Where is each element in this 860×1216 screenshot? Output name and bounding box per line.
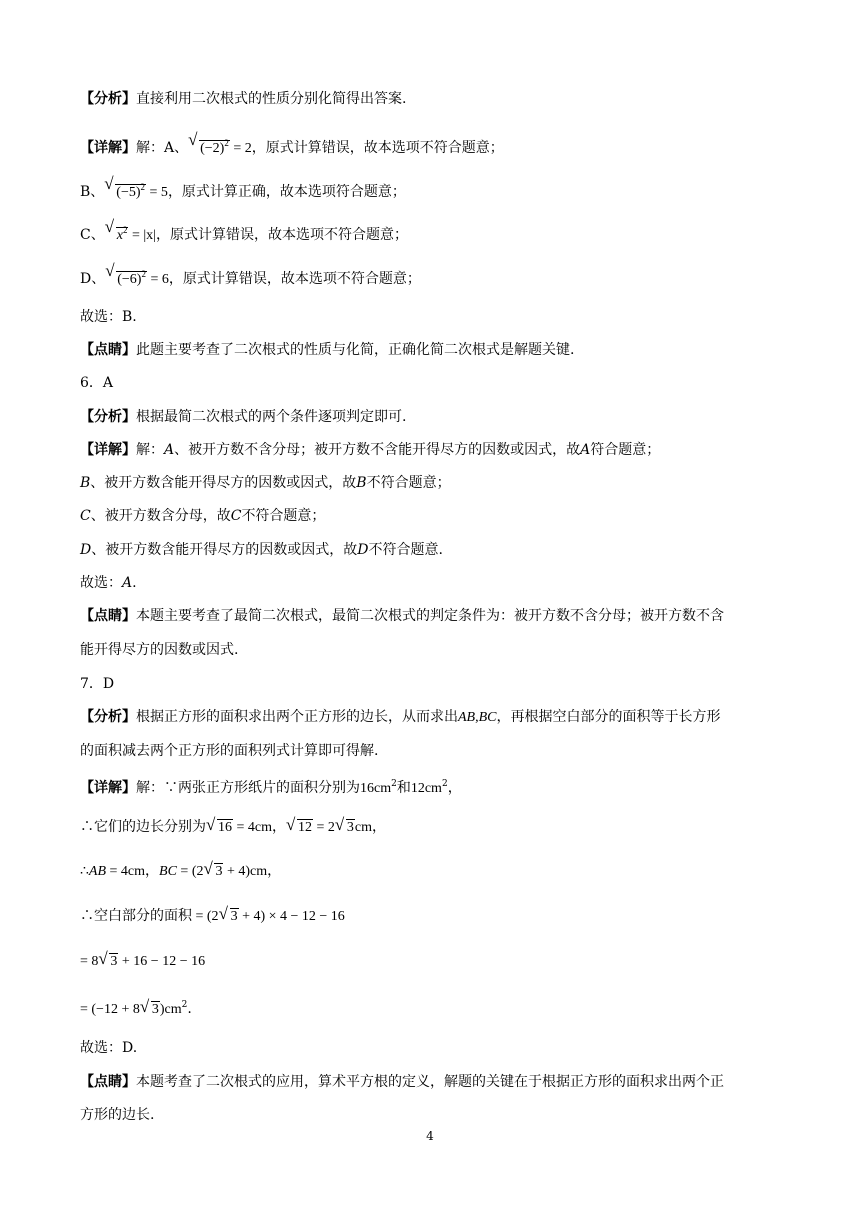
- q6-detail-4: D、被开方数含能开得尽方的因数或因式，故D不符合题意.: [80, 542, 443, 558]
- sqrt-expression: √ $(-2)^2$: [188, 130, 229, 156]
- q7-choice: 故选：D.: [80, 1040, 138, 1056]
- q7-step-6: = (−12 + 8 √ $3)cm^2$.: [80, 994, 790, 1018]
- q6-detail-2: B、被开方数含能开得尽方的因数或因式，故B不符合题意；: [80, 475, 451, 491]
- q6-detail-1: 【详解】解：A、被开方数不含分母；被开方数不含能开得尽方的因数或因式，故A符合题意；: [80, 442, 661, 458]
- radical-sign-icon: √: [104, 217, 115, 236]
- radical-sign-icon: √: [203, 859, 213, 878]
- radical-sign-icon: √: [105, 261, 115, 280]
- q7-analysis-1: 【分析】根据正方形的面积求出两个正方形的边长，从而求出AB,BC，再根据空白部分的面积等于长方形: [80, 709, 721, 725]
- option-d-result: = 6: [146, 272, 169, 287]
- sqrt-expression: √ 3: [218, 904, 238, 924]
- option-b-text: ，原式计算正确，故本选项符合题意；: [167, 184, 406, 200]
- analysis-text: 直接利用二次根式的性质分别化简得出答案.: [136, 91, 407, 107]
- option-a-result: = 2: [229, 141, 252, 156]
- analysis-tag: 【分析】: [80, 91, 136, 107]
- radical-sign-icon: √: [286, 815, 296, 834]
- q7-step-2: ∴它们的边长分别为 √ 16 = 4cm， √ 12 = 2 √ 3cm，: [80, 816, 790, 840]
- option-d-prefix: D、: [80, 271, 106, 287]
- q7-step-4: ∴空白部分的面积 = (2 √ 3 + 4) × 4 − 12 − 16: [80, 905, 790, 929]
- q6-header: 6．A: [80, 375, 114, 391]
- q5-detail-b: [80, 176, 790, 200]
- q6-comment-2: 能开得尽方的因数或因式.: [80, 642, 239, 658]
- q7-step-5: = 8 √ 3 + 16 − 12 − 16: [80, 950, 790, 974]
- analysis-tag: 【分析】: [80, 409, 136, 425]
- radical-sign-icon: √: [218, 904, 228, 923]
- q7-comment-2: 方形的边长.: [80, 1107, 155, 1123]
- option-a-prefix: 解：A、: [136, 140, 189, 156]
- q5-analysis: [80, 88, 790, 112]
- comment-tag: 【点睛】: [80, 342, 136, 358]
- sqrt-expression: √ $(-6)^2$: [105, 261, 146, 287]
- comment-text: 此题主要考查了二次根式的性质与化简，正确化简二次根式是解题关键.: [136, 342, 575, 358]
- q6-choice: 故选：A.: [80, 575, 137, 591]
- q5-comment: [80, 339, 790, 363]
- option-c-text: ，原式计算错误，故本选项不符合题意；: [155, 227, 408, 243]
- option-b-result: = 5: [146, 185, 168, 200]
- q5-detail-d: [80, 263, 790, 287]
- comment-text: 本题考查了二次根式的应用，算术平方根的定义，解题的关键在于根据正方形的面积求出两个正: [136, 1074, 724, 1090]
- option-c-prefix: C、: [80, 227, 105, 243]
- option-c-result: = |x|: [128, 228, 156, 243]
- sqrt-expression: √ 3: [203, 859, 223, 879]
- analysis-text: 根据最简二次根式的两个条件逐项判定即可.: [136, 409, 407, 425]
- q7-header: 7．D: [80, 676, 115, 692]
- page-number: 4: [426, 1129, 434, 1143]
- option-b-prefix: B、: [80, 184, 105, 200]
- comment-tag: 【点睛】: [80, 1074, 136, 1090]
- analysis-tag: 【分析】: [80, 709, 136, 725]
- sqrt-expression: √ 16: [206, 815, 232, 835]
- radical-sign-icon: √: [98, 949, 108, 968]
- q7-analysis-2: 的面积减去两个正方形的面积列式计算即可得解.: [80, 743, 379, 759]
- q5-choice: 故选：B.: [80, 309, 137, 325]
- sqrt-expression: √ 12: [286, 815, 312, 835]
- comment-tag: 【点睛】: [80, 608, 136, 624]
- q7-step-3: ∴AB = 4cm，BC = (2 √ 3 + 4)cm，: [80, 860, 790, 884]
- sqrt-expression: √ 3: [139, 997, 159, 1017]
- sqrt-expression: √ 3: [98, 949, 118, 969]
- option-a-text: ，原式计算错误，故本选项不符合题意；: [251, 140, 504, 156]
- radical-sign-icon: √: [139, 997, 150, 1016]
- option-d-text: ，原式计算错误，故本选项不符合题意；: [168, 271, 421, 287]
- detail-tag: 【详解】: [80, 442, 136, 458]
- comment-text: 本题主要考查了最简二次根式，最简二次根式的判定条件为：被开方数不含分母；被开方数不含: [136, 608, 724, 624]
- q6-comment-1: [80, 605, 790, 629]
- radical-sign-icon: √: [104, 174, 114, 193]
- sqrt-expression: √ $(-5)^2$: [104, 174, 146, 200]
- q6-detail-3: C、被开方数含分母，故C不符合题意；: [80, 508, 326, 524]
- sqrt-expression: √ $x^2$: [104, 217, 128, 243]
- detail-tag: 【详解】: [80, 140, 136, 156]
- q5-detail-a: [80, 132, 790, 156]
- radical-sign-icon: √: [334, 815, 345, 834]
- q7-comment-1: [80, 1071, 790, 1095]
- radical-sign-icon: √: [188, 130, 198, 149]
- q7-step-1: 【详解】解：∵两张正方形纸片的面积分别为$16cm^2$和$12cm^2$，: [80, 779, 462, 796]
- radical-sign-icon: √: [206, 815, 216, 834]
- detail-tag: 【详解】: [80, 780, 136, 796]
- q6-analysis: [80, 406, 790, 430]
- q5-detail-c: [80, 219, 790, 243]
- sqrt-expression: √ 3: [334, 815, 354, 835]
